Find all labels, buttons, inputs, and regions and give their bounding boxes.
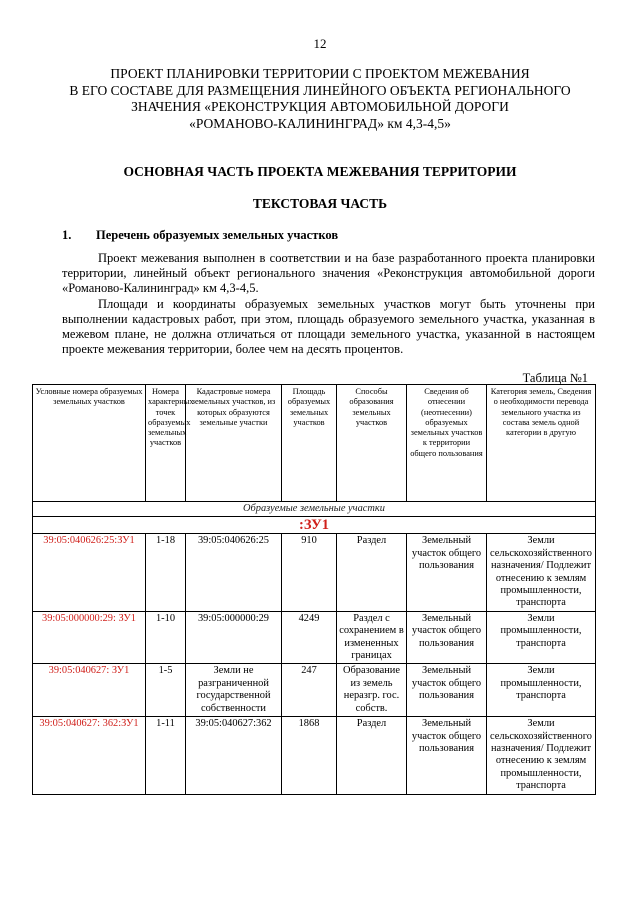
- plot-id-cell: 39:05:040627: 362:ЗУ1: [33, 717, 146, 794]
- points-cell: 1-11: [146, 717, 186, 794]
- common-use-cell: Земельный участок общего пользования: [407, 664, 487, 717]
- category-cell: Земли промышленности, транспорта: [487, 664, 596, 717]
- area-cell: 910: [282, 534, 337, 611]
- header-cell: Площадь образуемых земельных участков: [282, 385, 337, 502]
- header-cell: Номера характерных точек образуемых земельных участков: [146, 385, 186, 502]
- section-heading: [62, 228, 338, 243]
- common-use-cell: Земельный участок общего пользования: [407, 534, 487, 611]
- table-caption: Таблица №1: [522, 371, 588, 385]
- plot-id-cell: 39:05:040626:25:ЗУ1: [33, 534, 146, 611]
- points-cell: 1-5: [146, 664, 186, 717]
- method-cell: Раздел: [337, 534, 407, 611]
- table-group-row: [33, 517, 596, 534]
- header-cell: Условные номера образуемых земельных участков: [33, 385, 146, 502]
- document-title: [50, 66, 590, 132]
- category-cell: Земли сельскохозяйственного назначения/ Подлежит отнесению к землям промышленности, транспорта: [487, 534, 596, 611]
- category-cell: Земли сельскохозяйственного назначения/ Подлежит отнесению к землям промышленности, транспорта: [487, 717, 596, 794]
- section-title: Перечень образуемых земельных участков: [96, 228, 339, 242]
- table-header-row: [33, 385, 596, 502]
- area-cell: 1868: [282, 717, 337, 794]
- header-cell: Способы образования земельных участков: [337, 385, 407, 502]
- title-line: ЗНАЧЕНИЯ «РЕКОНСТРУКЦИЯ АВТОМОБИЛЬНОЙ ДОРОГИ: [131, 99, 509, 114]
- section-number: 1.: [62, 228, 72, 242]
- category-cell: Земли промышленности, транспорта: [487, 611, 596, 664]
- title-line: «РОМАНОВО-КАЛИНИНГРАД» км 4,3-4,5»: [189, 115, 451, 131]
- table-row: [33, 611, 596, 664]
- table-row: [33, 717, 596, 794]
- header-cell: Категория земель, Сведения о необходимости перевода земельного участка из состава земель одной категории в другую: [487, 385, 596, 502]
- subheader-cell: Образуемые земельные участки: [33, 502, 596, 517]
- table-row: [33, 664, 596, 717]
- method-cell: Образование из земель неразгр. гос. собств.: [337, 664, 407, 717]
- header-cell: Кадастровые номера земельных участков, из которых образуются земельные участки: [186, 385, 282, 502]
- main-heading: ОСНОВНАЯ ЧАСТЬ ПРОЕКТА МЕЖЕВАНИЯ ТЕРРИТОРИИ: [123, 164, 517, 179]
- plot-id-cell: 39:05:040627: ЗУ1: [33, 664, 146, 717]
- sub-heading: ТЕКСТОВАЯ ЧАСТЬ: [252, 196, 388, 211]
- points-cell: 1-10: [146, 611, 186, 664]
- header-cell: Сведения об отнесении (неотнесении) образуемых земельных участков к территории общего пользования: [407, 385, 487, 502]
- land-plots-table: [32, 384, 596, 795]
- cadastral-cell: Земли не разграниченной государственной собственности: [186, 664, 282, 717]
- title-line: ПРОЕКТ ПЛАНИРОВКИ ТЕРРИТОРИИ С ПРОЕКТОМ МЕЖЕВАНИЯ: [110, 66, 530, 81]
- title-line: В ЕГО СОСТАВЕ ДЛЯ РАЗМЕЩЕНИЯ ЛИНЕЙНОГО ОБЪЕКТА РЕГИОНАЛЬНОГО: [69, 82, 571, 98]
- group-label-cell: :ЗУ1: [33, 517, 596, 534]
- common-use-cell: Земельный участок общего пользования: [407, 717, 487, 794]
- cadastral-cell: 39:05:040627:362: [186, 717, 282, 794]
- paragraph: Площади и координаты образуемых земельных участков могут быть уточнены при выполнении кадастровых работ, при этом, площадь образуемого земельного участка, указанная в межевом плане, не должна отличаться от площади земельного участка, указанной в настоящем проекте межевания территории, более чем на десять процентов.: [62, 297, 595, 356]
- area-cell: 247: [282, 664, 337, 717]
- points-cell: 1-18: [146, 534, 186, 611]
- cadastral-cell: 39:05:000000:29: [186, 611, 282, 664]
- plot-id-cell: 39:05:000000:29: ЗУ1: [33, 611, 146, 664]
- table-row: [33, 534, 596, 611]
- method-cell: Раздел: [337, 717, 407, 794]
- page-number: 12: [313, 36, 327, 51]
- paragraph: Проект межевания выполнен в соответствии и на базе разработанного проекта планировки территории, линейный объект регионального значения «Реконструкция автомобильной дороги «Романово-Калининград» км 4,3-4,5.: [62, 251, 595, 295]
- area-cell: 4249: [282, 611, 337, 664]
- common-use-cell: Земельный участок общего пользования: [407, 611, 487, 664]
- cadastral-cell: 39:05:040626:25: [186, 534, 282, 611]
- table-subheader-row: [33, 502, 596, 517]
- method-cell: Раздел с сохранением в измененных границах: [337, 611, 407, 664]
